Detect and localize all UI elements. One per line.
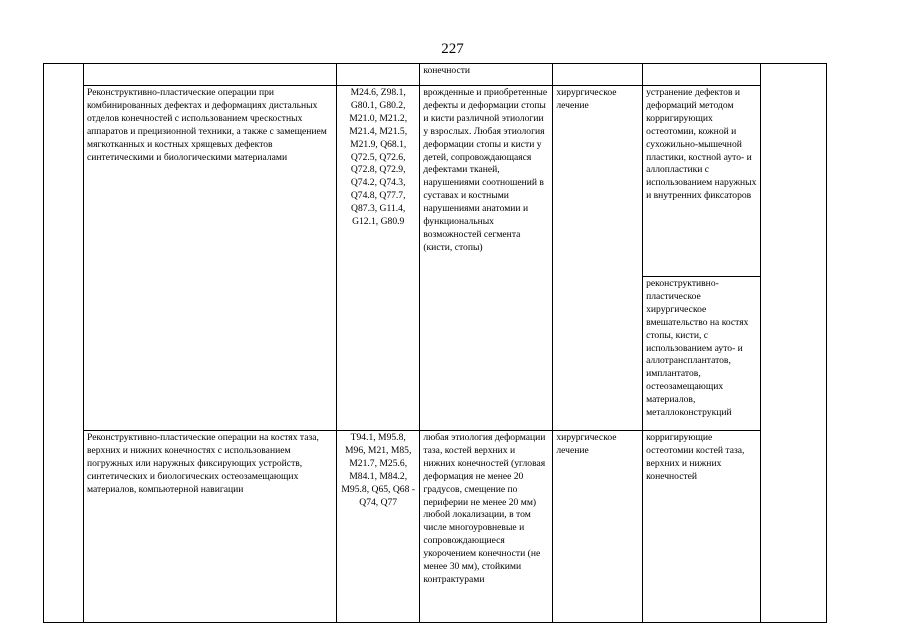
model-cell: конечности bbox=[420, 64, 553, 86]
model-cell: любая этиология деформации таза, костей верхних и нижних конечностей (угловая деформация не менее 20 градусов, смещение по периферии не менее 20 мм) любой локализации, в том числе многоуровневые и сопровождающиеся укорочением конечности (не менее 30 мм), стойкими контрактурами bbox=[420, 431, 553, 623]
model-cell: врожденные и приобретенные дефекты и деформации стопы и кисти различной этиологии у взрослых. Любая этиология деформации стопы и кисти у детей, сопровождающаяся дефектами тканей, нарушениями соотношений в суставах и костными нарушениями анатомии и функциональных возможностей сегмента (кисти, стопы) bbox=[420, 86, 553, 431]
treatment-cell bbox=[553, 64, 643, 86]
method-cell: корригирующие остеотомии костей таза, верхних и нижних конечностей bbox=[643, 431, 761, 623]
treatment-cell: хирургическое лечение bbox=[553, 431, 643, 623]
method-cell bbox=[643, 64, 761, 86]
table-row bbox=[44, 64, 827, 86]
table-row bbox=[44, 86, 827, 277]
page-number: 227 bbox=[441, 41, 464, 57]
procedure-cell: Реконструктивно-пластические операции при комбинированных дефектах и деформациях дистальных отделов конечностей с использованием чрескостных аппаратов и прецизионной техники, а также с замещением мягкотканных и костных хрящевых дефектов синтетическими и биологическими материалами bbox=[84, 86, 337, 431]
procedure-cell bbox=[84, 64, 337, 86]
treatment-cell: хирургическое лечение bbox=[553, 86, 643, 431]
method-cell: устранение дефектов и деформаций методом корригирующих остеотомии, кожной и сухожильно-мышечной пластики, костной ауто- и аллопластики с использованием наружных и внутренних фиксаторов bbox=[643, 86, 761, 277]
cost-cell bbox=[760, 64, 826, 623]
codes-cell bbox=[337, 64, 420, 86]
method-cell: реконструктивно-пластическое хирургическое вмешательство на костях стопы, кисти, с использованием ауто- и аллотрансплантатов, имплантатов, остеозамещающих материалов, металлоконструкций bbox=[643, 277, 761, 431]
medical-care-table bbox=[43, 63, 827, 623]
codes-cell: T94.1, M95.8, M96, M21, M85, M21.7, M25.6, M84.1, M84.2, M95.8, Q65, Q68 - Q74, Q77 bbox=[337, 431, 420, 623]
codes-cell: M24.6, Z98.1, G80.1, G80.2, M21.0, M21.2, M21.4, M21.5, M21.9, Q68.1, Q72.5, Q72.6, Q72.8, Q72.9, Q74.2, Q74.3, Q74.8, Q77.7, Q87.3, G11.4, G12.1, G80.9 bbox=[337, 86, 420, 431]
table-row bbox=[44, 431, 827, 623]
number-cell bbox=[44, 64, 84, 623]
procedure-cell: Реконструктивно-пластические операции на костях таза, верхних и нижних конечностях с использованием погружных или наружных фиксирующих устройств, синтетических и биологических остеозамещающих материалов, компьютерной навигации bbox=[84, 431, 337, 623]
